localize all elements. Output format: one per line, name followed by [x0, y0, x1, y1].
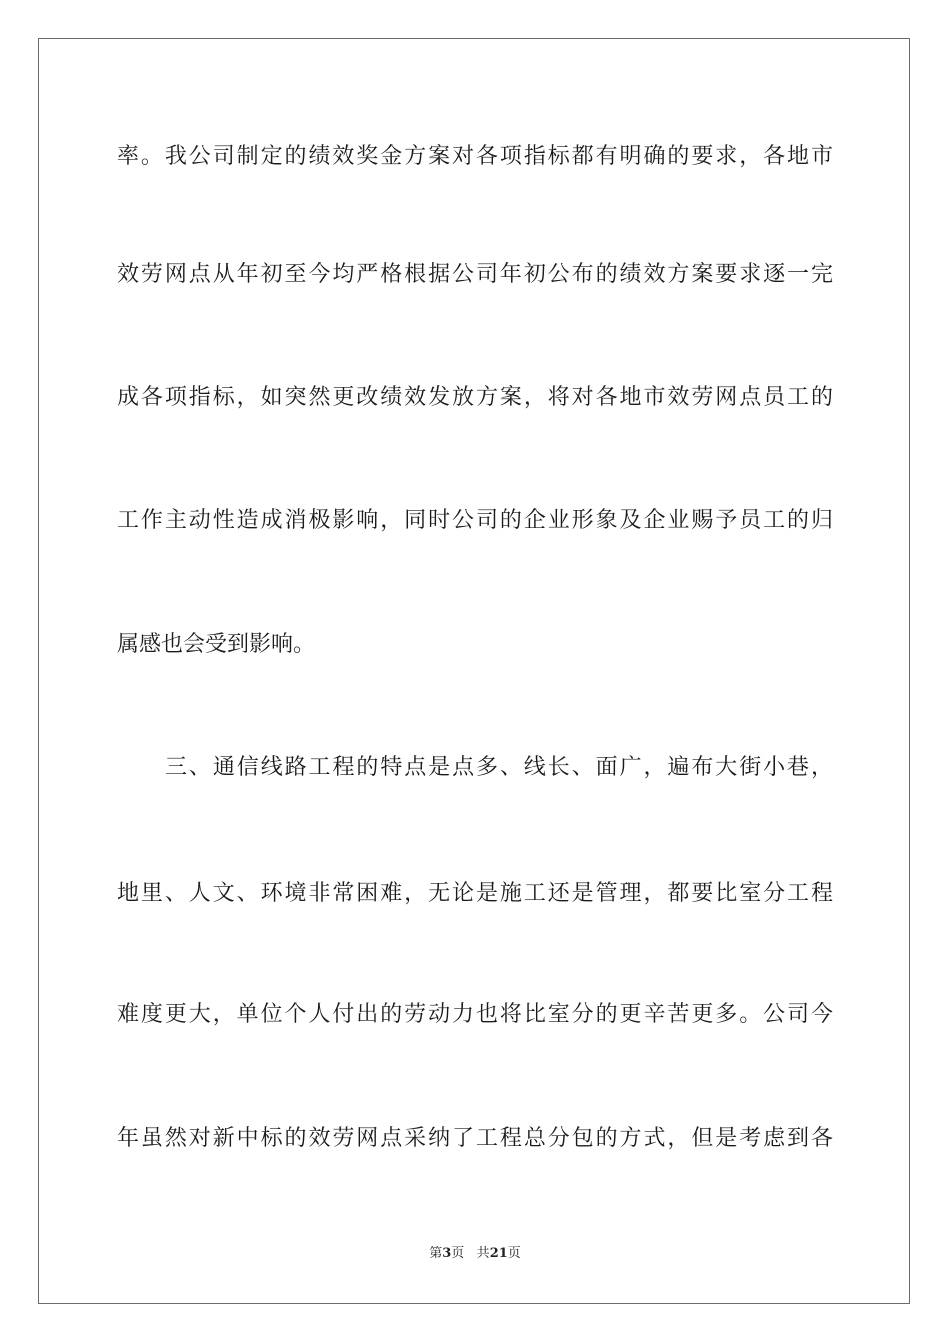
page-number-suffix: 页 — [451, 1246, 465, 1261]
body-text-line-2: 效劳网点从年初至今均严格根据公司年初公布的绩效方案要求逐一完 — [117, 262, 833, 287]
page-number-prefix: 第 — [429, 1246, 443, 1261]
page-number-current: 3 — [442, 1246, 452, 1261]
body-text-line-1: 率。我公司制定的绩效奖金方案对各项指标都有明确的要求，各地市 — [117, 144, 833, 169]
body-text-line-9: 年虽然对新中标的效劳网点采纳了工程总分包的方式，但是考虑到各 — [117, 1126, 833, 1151]
page-total-prefix: 共 — [476, 1246, 490, 1261]
body-text-line-7: 地里、人文、环境非常困难，无论是施工还是管理，都要比室分工程 — [117, 881, 833, 906]
body-text-line-3: 成各项指标，如突然更改绩效发放方案，将对各地市效劳网点员工的 — [117, 385, 833, 410]
page-total-suffix: 页 — [507, 1246, 521, 1261]
page-footer — [0, 1245, 950, 1263]
page-border — [38, 38, 910, 1304]
body-text-line-6: 三、通信线路工程的特点是点多、线长、面广，遍布大街小巷， — [165, 755, 833, 780]
body-text-line-8: 难度更大，单位个人付出的劳动力也将比室分的更辛苦更多。公司今 — [117, 1002, 833, 1027]
body-text-line-5: 属感也会受到影响。 — [117, 632, 316, 657]
body-text-line-4: 工作主动性造成消极影响，同时公司的企业形象及企业赐予员工的归 — [117, 508, 833, 533]
page-total-count: 21 — [489, 1246, 508, 1261]
